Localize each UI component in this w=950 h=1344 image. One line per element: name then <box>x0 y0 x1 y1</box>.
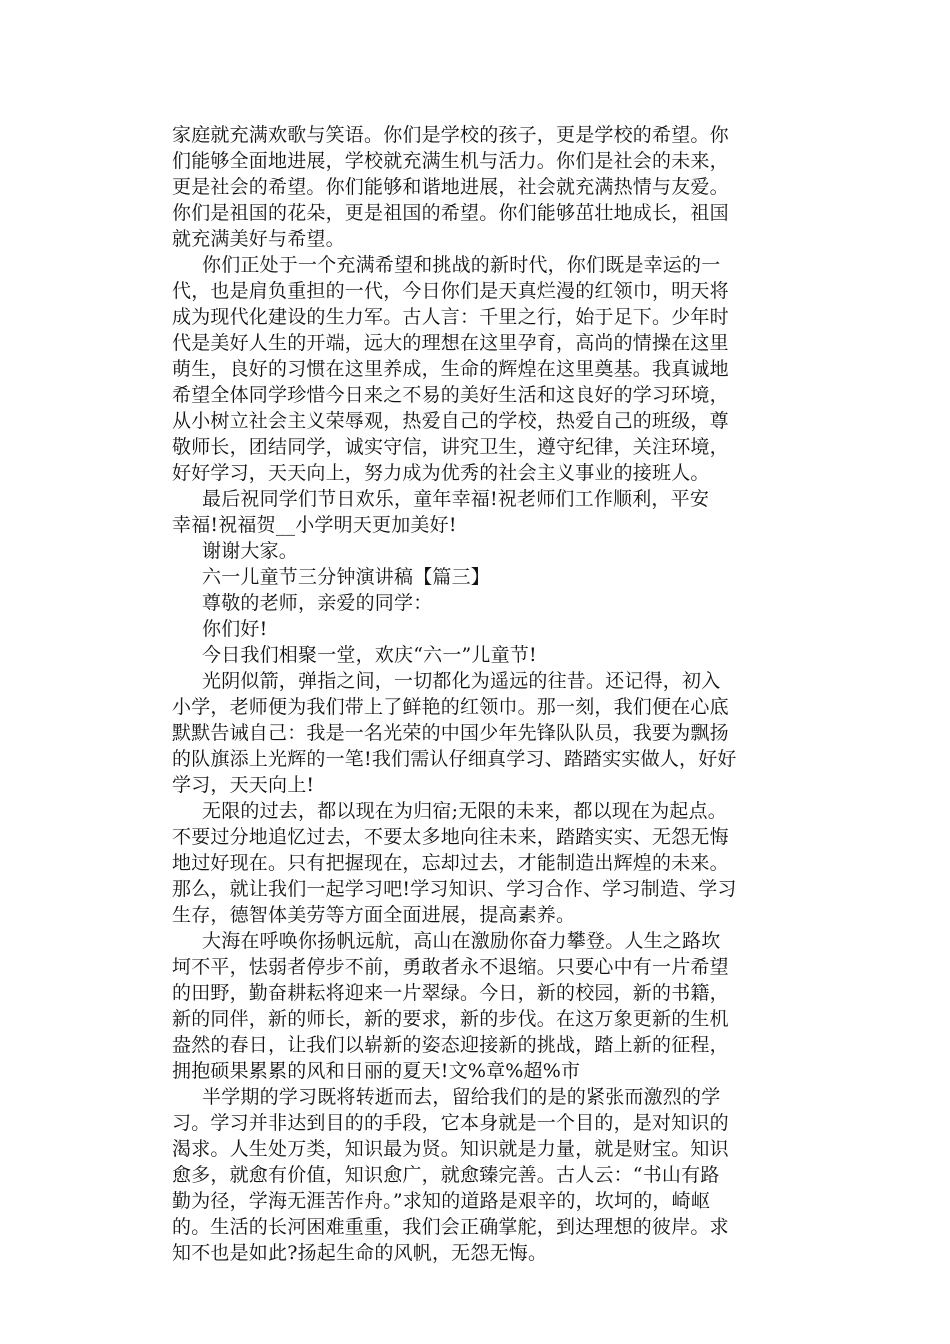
text-line: 那么，就让我们一起学习吧!学习知识、学习合作、学习制造、学习 <box>172 878 737 900</box>
text-line: 地过好现在。只有把握现在，忘却过去，才能制造出辉煌的未来。 <box>172 852 729 874</box>
text-line: 你们是祖国的花朵，更是祖国的希望。你们能够茁壮地成长，祖国 <box>172 202 729 224</box>
text-line: 从小树立社会主义荣辱观，热爱自己的学校，热爱自己的班级，尊 <box>172 410 729 432</box>
text-line: 敬师长，团结同学，诚实守信，讲究卫生，遵守纪律，关注环境， <box>172 436 729 458</box>
text-line: 谢谢大家。 <box>202 540 299 562</box>
text-line: 小学，老师便为我们带上了鲜艳的红领巾。那一刻，我们便在心底 <box>172 696 729 718</box>
text-line: 萌生，良好的习惯在这里养成，生命的辉煌在这里奠基。我真诚地 <box>172 358 729 380</box>
text-line: 学习，天天向上! <box>172 774 315 796</box>
text-line: 最后祝同学们节日欢乐，童年幸福!祝老师们工作顺利，平安 <box>202 488 710 510</box>
text-line: 代，也是肩负重担的一代，今日你们是天真烂漫的红领巾，明天将 <box>172 280 729 302</box>
text-line: 勤为径，学海无涯苦作舟。”求知的道路是艰辛的，坎坷的，崎岖 <box>172 1190 711 1212</box>
text-line: 好好学习，天天向上，努力成为优秀的社会主义事业的接班人。 <box>172 462 710 484</box>
text-line: 六一儿童节三分钟演讲稿【篇三】 <box>202 566 491 588</box>
text-line: 更是社会的希望。你们能够和谐地进展，社会就充满热情与友爱。 <box>172 176 729 198</box>
document-page <box>172 122 812 1266</box>
text-line: 幸福!祝福贺__小学明天更加美好! <box>172 514 457 536</box>
text-line: 的。生活的长河困难重重，我们会正确掌舵，到达理想的彼岸。求 <box>172 1216 729 1238</box>
text-line: 今日我们相聚一堂，欢庆“六一”儿童节! <box>202 644 537 666</box>
text-line: 代是美好人生的开端，远大的理想在这里孕育，高尚的情操在这里 <box>172 332 729 354</box>
text-line: 愈多，就愈有价值，知识愈广，就愈臻完善。古人云：“书山有路 <box>172 1164 720 1186</box>
text-line: 家庭就充满欢歌与笑语。你们是学校的孩子，更是学校的希望。你 <box>172 124 729 146</box>
text-line: 大海在呼唤你扬帆远航，高山在激励你奋力攀登。人生之路坎 <box>202 930 721 952</box>
text-line: 不要过分地追忆过去，不要太多地向往未来，踏踏实实、无怨无悔 <box>172 826 729 848</box>
text-line: 光阴似箭，弹指之间，一切都化为遥远的往昔。还记得，初入 <box>202 670 721 692</box>
text-line: 希望全体同学珍惜今日来之不易的美好生活和这良好的学习环境， <box>172 384 729 406</box>
text-line: 成为现代化建设的生力军。古人言：千里之行，始于足下。少年时 <box>172 306 729 328</box>
text-line: 知不也是如此?扬起生命的风帆，无怨无悔。 <box>172 1242 548 1264</box>
text-line: 默默告诫自己：我是一名光荣的中国少年先锋队队员，我要为飘扬 <box>172 722 729 744</box>
text-line: 你们正处于一个充满希望和挑战的新时代，你们既是幸运的一 <box>202 254 721 276</box>
text-line: 的队旗添上光辉的一笔!我们需认仔细真学习、踏踏实实做人，好好 <box>172 748 737 770</box>
text-line: 拥抱硕果累累的风和日丽的夏天!文%章%超%市 <box>172 1060 581 1082</box>
text-line: 无限的过去，都以现在为归宿;无限的未来，都以现在为起点。 <box>202 800 728 822</box>
text-line: 坷不平，怯弱者停步不前，勇敢者永不退缩。只要心中有一片希望 <box>172 956 729 978</box>
text-line: 们能够全面地进展，学校就充满生机与活力。你们是社会的未来， <box>172 150 729 172</box>
text-line: 渴求。人生处万类，知识最为贤。知识就是力量，就是财宝。知识 <box>172 1138 729 1160</box>
text-line: 新的同伴，新的师长，新的要求，新的步伐。在这万象更新的生机 <box>172 1008 729 1030</box>
text-line: 生存，德智体美劳等方面全面进展，提高素养。 <box>172 904 576 926</box>
text-line: 你们好! <box>202 618 268 640</box>
text-line: 盎然的春日，让我们以崭新的姿态迎接新的挑战，踏上新的征程， <box>172 1034 729 1056</box>
text-line: 的田野，勤奋耕耘将迎来一片翠绿。今日，新的校园，新的书籍， <box>172 982 729 1004</box>
text-line: 习。学习并非达到目的的手段，它本身就是一个目的，是对知识的 <box>172 1112 729 1134</box>
text-line: 半学期的学习既将转逝而去，留给我们的是的紧张而激烈的学 <box>202 1086 721 1108</box>
text-line: 就充满美好与希望。 <box>172 228 345 250</box>
text-line: 尊敬的老师，亲爱的同学： <box>202 592 433 614</box>
